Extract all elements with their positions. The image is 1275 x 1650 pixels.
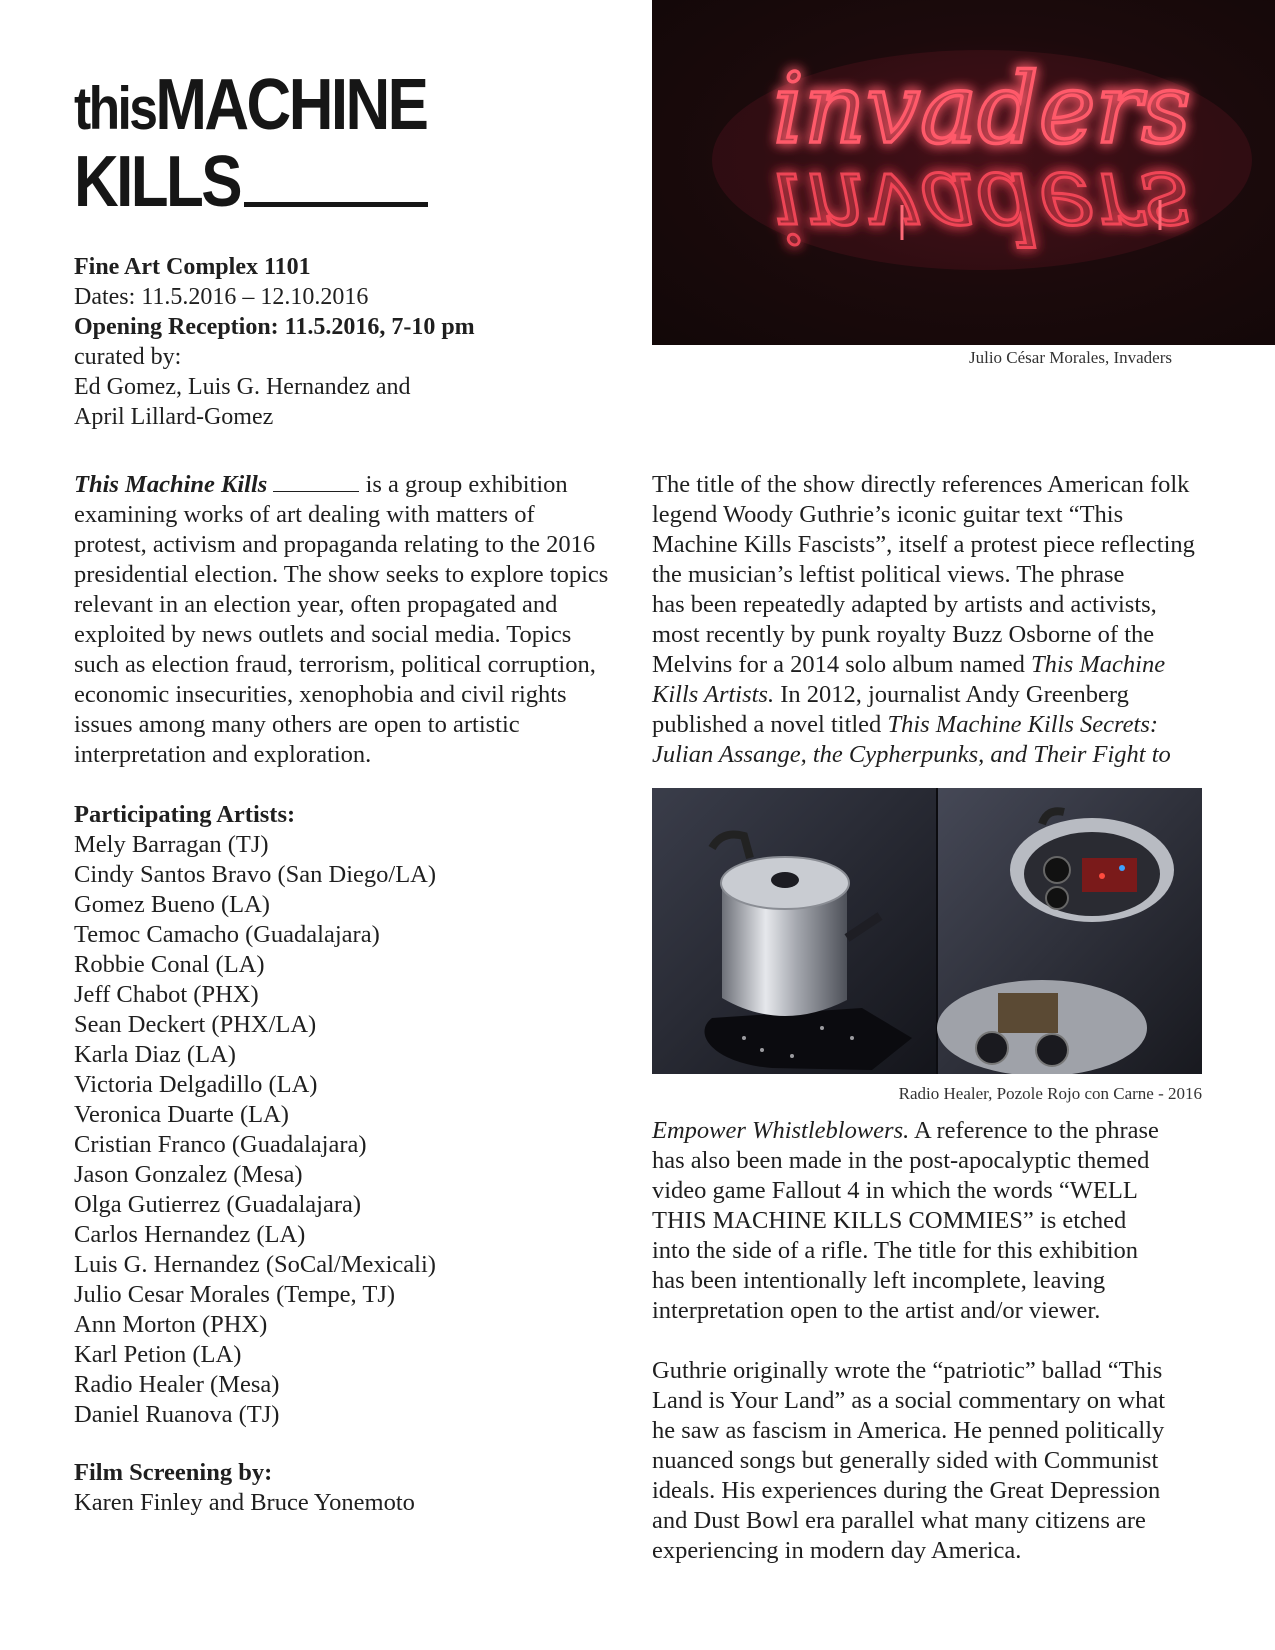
album-title-end: Kills Artists. — [652, 681, 775, 708]
artist-name: Sean Deckert (PHX/LA) — [74, 1011, 317, 1038]
curators-line-1: Ed Gomez, Luis G. Hernandez and — [74, 374, 411, 400]
artist-name: Veronica Duarte (LA) — [74, 1101, 289, 1128]
pot-photo-graphic — [652, 788, 1202, 1074]
artist-name: Radio Healer (Mesa) — [74, 1371, 280, 1398]
paragraph-text: published a novel titled — [652, 711, 888, 738]
intro-paragraph — [74, 470, 614, 770]
paragraph-line: he saw as fascism in America. He penned politically — [652, 1417, 1165, 1444]
artist-name: Karla Diaz (LA) — [74, 1041, 236, 1068]
artist-name: Olga Gutierrez (Guadalajara) — [74, 1191, 362, 1218]
paragraph-line: into the side of a rifle. The title for this exhibition — [652, 1237, 1139, 1264]
pot-caption: Radio Healer, Pozole Rojo con Carne - 2016 — [898, 1084, 1202, 1103]
title-blank-rule — [273, 471, 359, 492]
artist-name: Ann Morton (PHX) — [74, 1311, 268, 1338]
paragraph-line: THIS MACHINE KILLS COMMIES” is etched — [652, 1207, 1127, 1234]
paragraph-line: has been intentionally left incomplete, leaving — [652, 1267, 1106, 1294]
paragraph-line: has also been made in the post-apocalyptic themed — [652, 1147, 1150, 1174]
paragraph-line: Land is Your Land” as a social commentary on what — [652, 1387, 1166, 1414]
intro-line: economic insecurities, xenophobia and civil rights — [74, 681, 567, 708]
artist-name: Cindy Santos Bravo (San Diego/LA) — [74, 861, 437, 888]
exhibition-logo — [74, 65, 434, 222]
intro-line: interpretation and exploration. — [74, 741, 372, 768]
book-title-end: Empower Whistleblowers. — [652, 1117, 910, 1144]
artist-name: Julio Cesar Morales (Tempe, TJ) — [74, 1281, 396, 1308]
neon-caption: Julio César Morales, Invaders — [968, 348, 1172, 367]
artist-name: Luis G. Hernandez (SoCal/Mexicali) — [74, 1251, 436, 1278]
logo-this: this — [74, 75, 156, 142]
intro-line: such as election fraud, terrorism, political corruption, — [74, 651, 596, 678]
neon-word: invaders — [773, 53, 1191, 165]
exhibition-info — [74, 252, 475, 432]
artist-name: Robbie Conal (LA) — [74, 951, 265, 978]
neon-artwork-image — [652, 0, 1275, 345]
artist-name: Cristian Franco (Guadalajara) — [74, 1131, 367, 1158]
artist-name: Jason Gonzalez (Mesa) — [74, 1161, 303, 1188]
paragraph-line: Machine Kills Fascists”, itself a protest piece reflecting — [652, 531, 1195, 558]
curators-line-2: April Lillard-Gomez — [74, 404, 274, 430]
artist-name: Gomez Bueno (LA) — [74, 891, 270, 918]
paragraph-line: the musician’s leftist political views. The phrase — [652, 561, 1125, 588]
artists-heading: Participating Artists: — [74, 801, 296, 828]
paragraph-text: Melvins for a 2014 solo album named — [652, 651, 1032, 678]
artists-list — [74, 800, 594, 1430]
artist-name: Temoc Camacho (Guadalajara) — [74, 921, 380, 948]
intro-line: is a group exhibition — [365, 471, 568, 498]
logo-line-1 — [74, 65, 427, 146]
paragraph-line: most recently by punk royalty Buzz Osborne of the — [652, 621, 1155, 648]
paragraph-line: nuanced songs but generally sided with Communist — [652, 1447, 1159, 1474]
paragraph-line: ideals. His experiences during the Great Depression — [652, 1477, 1161, 1504]
artist-name: Victoria Delgadillo (LA) — [74, 1071, 318, 1098]
curated-label: curated by: — [74, 344, 182, 370]
logo-blank-rule — [244, 202, 428, 207]
reference-paragraph-continued — [652, 1116, 1212, 1326]
logo-machine: MACHINE — [155, 65, 427, 145]
paragraph-line: Guthrie originally wrote the “patriotic” ballad “This — [652, 1357, 1163, 1384]
book-title-continued: Julian Assange, the Cypherpunks, and Their Fight to — [652, 741, 1171, 768]
artist-name: Karl Petion (LA) — [74, 1341, 242, 1368]
neon-sign-graphic — [652, 0, 1275, 345]
intro-line: presidential election. The show seeks to explore topics — [74, 561, 609, 588]
paragraph-line: interpretation open to the artist and/or viewer. — [652, 1297, 1101, 1324]
artist-name: Jeff Chabot (PHX) — [74, 981, 259, 1008]
dates: Dates: 11.5.2016 – 12.10.2016 — [74, 284, 369, 310]
artist-name: Mely Barragan (TJ) — [74, 831, 269, 858]
paragraph-line: and Dust Bowl era parallel what many citizens are — [652, 1507, 1146, 1534]
book-title: This Machine Kills Secrets: — [887, 711, 1159, 738]
paragraph-line: experiencing in modern day America. — [652, 1537, 1022, 1564]
paragraph-line: video game Fallout 4 in which the words “WELL — [652, 1177, 1138, 1204]
logo-line-2 — [74, 142, 384, 222]
intro-line: exploited by news outlets and social media. Topics — [74, 621, 572, 648]
artist-name: Daniel Ruanova (TJ) — [74, 1401, 280, 1428]
intro-title: This Machine Kills — [74, 471, 268, 498]
intro-line: examining works of art dealing with matters of — [74, 501, 535, 528]
intro-line: protest, activism and propaganda relating to the 2016 — [74, 531, 596, 558]
album-title: This Machine — [1031, 651, 1166, 678]
pot-artwork-image — [652, 788, 1202, 1074]
film-artists: Karen Finley and Bruce Yonemoto — [74, 1489, 415, 1516]
paragraph-text: In 2012, journalist Andy Greenberg — [774, 681, 1129, 708]
film-heading: Film Screening by: — [74, 1459, 273, 1486]
title-reference-paragraph — [652, 470, 1212, 770]
intro-line: relevant in an election year, often propagated and — [74, 591, 558, 618]
paragraph-line: legend Woody Guthrie’s iconic guitar text “This — [652, 501, 1124, 528]
venue: Fine Art Complex 1101 — [74, 254, 311, 280]
paragraph-line: The title of the show directly references American folk — [652, 471, 1190, 498]
logo-kills: KILLS — [74, 142, 240, 222]
film-screening — [74, 1458, 594, 1518]
intro-line: issues among many others are open to artistic — [74, 711, 520, 738]
paragraph-text: A reference to the phrase — [909, 1117, 1159, 1144]
neon-word-reflection: invaders — [773, 151, 1191, 263]
paragraph-line: has been repeatedly adapted by artists and activists, — [652, 591, 1157, 618]
guthrie-paragraph — [652, 1356, 1212, 1566]
opening-reception: Opening Reception: 11.5.2016, 7-10 pm — [74, 314, 475, 340]
artist-name: Carlos Hernandez (LA) — [74, 1221, 306, 1248]
